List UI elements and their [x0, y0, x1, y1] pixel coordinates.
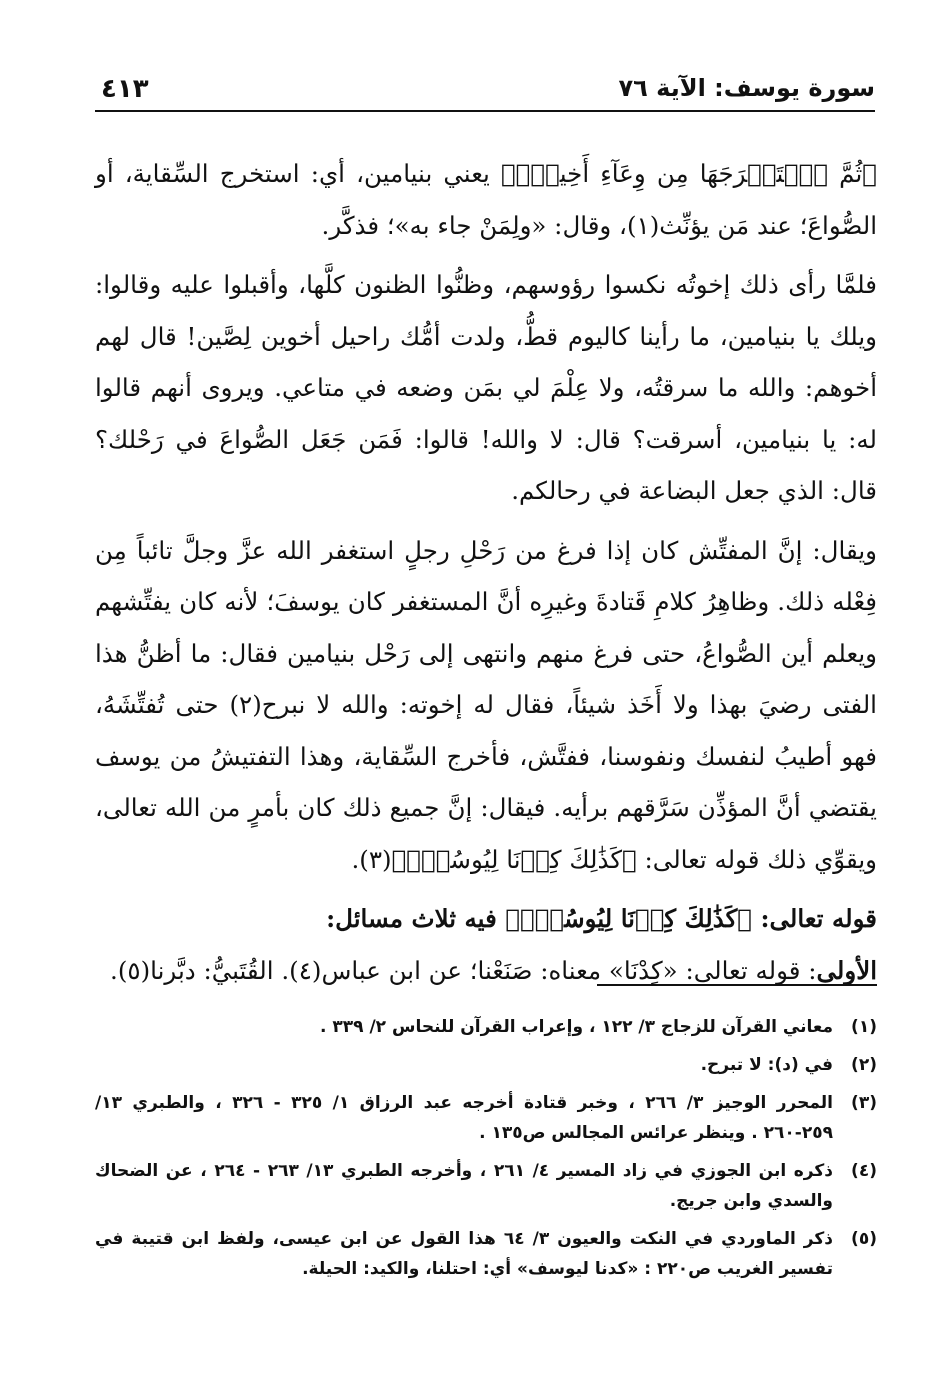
paragraph-4 — [95, 893, 877, 945]
footnote-number: (٥) — [851, 1229, 877, 1249]
p5-text: : قوله تعالى: «كِدْنَا» معناه: صَنَعْنا؛ عن ابن عباس(٤). القُتَبيُّ: دبَّرنا(٥). — [110, 955, 817, 985]
paragraph-2: فلمَّا رأى ذلك إخوتُه نكسوا رؤوسهم، وظنُّوا الظنون كلَّها، وأقبلوا عليه وقالوا: ويلك يا بنيامين، ما رأينا كاليوم قطُّ، ولدت أمُّك راحيل أخوين لِصَّين! قال لهم أخوهم: والله ما سرقتُه، ولا عِلْمَ لي بمَن وضعه في متاعي. ويروى أنهم قالوا له: يا بنيامين، أسرقت؟ قال: لا والله! قالوا: فَمَن جَعَل الصُّواعَ في رَحْلك؟ قال: الذي جعل البضاعة في رحالكم. — [95, 270, 877, 505]
footnote-text: معاني القرآن للزجاج ٣/ ١٢٢ ، وإعراب القرآن للنحاس ٢/ ٣٣٩ . — [320, 1017, 833, 1037]
page-header — [95, 70, 875, 112]
p4-intro: قوله تعالى: — [751, 904, 877, 933]
footnotes — [95, 1012, 877, 1292]
footnote — [95, 1088, 877, 1148]
footnote-number: (٤) — [851, 1161, 877, 1181]
paragraph-5 — [95, 945, 877, 997]
footnote — [95, 1012, 877, 1042]
footnote-number: (٢) — [851, 1055, 877, 1075]
surah-title: سورة يوسف: الآية ٧٦ — [618, 74, 875, 102]
p4-tail: فيه ثلاث مسائل: — [326, 904, 506, 933]
footnote-number: (١) — [851, 1017, 877, 1037]
footnote-text: المحرر الوجيز ٣/ ٢٦٦ ، وخبر قتادة أخرجه عبد الرزاق ١/ ٣٢٥ - ٣٢٦ ، والطبري ١٣/ ٢٥٩-٢٦٠ . وينظر عرائس المجالس ص١٣٥ . — [95, 1093, 833, 1143]
footnote — [95, 1050, 877, 1080]
main-text — [95, 148, 877, 996]
quran-verse: ﴿كَذَٰلِكَ كِدۡنَا لِيُوسُفَۖ﴾ — [505, 904, 752, 933]
footnote-divider — [597, 984, 877, 986]
footnote-text: ذكره ابن الجوزي في زاد المسير ٤/ ٢٦١ ، وأخرجه الطبري ١٣/ ٢٦٣ - ٢٦٤ ، عن الضحاك والسدي وابن جريج. — [95, 1161, 833, 1211]
paragraph-1: ﴿ثُمَّ ٱسۡتَخۡرَجَهَا مِن وِعَآءِ أَخِيهِۚ﴾ يعني بنيامين، أي: استخرج السِّقاية، أو الصُّواعَ؛ عند مَن يؤنِّث(١)، وقال: «ولِمَنْ جاء به»؛ فذكَّر. — [95, 159, 877, 240]
paragraph-3: ويقال: إنَّ المفتِّش كان إذا فرغ من رَحْلِ رجلٍ استغفر الله عزَّ وجلَّ تائباً مِن فِعْله ذلك. وظاهِرُ كلامِ قَتادةَ وغيرِه أنَّ المستغفر كان يوسفَ؛ لأنه كان يفتِّشهم ويعلم أين الصُّواعُ، حتى فرغ منهم وانتهى إلى رَحْل بنيامين فقال: ما أظنُّ هذا الفتى رضيَ بهذا ولا أَخَذ شيئاً، فقال له إخوته: والله لا نبرح(٢) حتى تُفتِّشَهُ، فهو أطيبُ لنفسك ونفوسنا، ففتَّش، فأخرج السِّقاية، وهذا التفتيشُ من يوسف يقتضي أنَّ المؤذِّن سَرَّقهم برأيه. فيقال: إنَّ جميع ذلك كان بأمرٍ من الله تعالى، ويقوِّي ذلك قوله تعالى: ﴿كَذَٰلِكَ كِدۡنَا لِيُوسُفَۖ﴾(٣). — [95, 535, 877, 874]
footnote-number: (٣) — [851, 1093, 877, 1113]
footnote — [95, 1156, 877, 1216]
footnote — [95, 1224, 877, 1284]
section-label-first: الأولى — [816, 955, 877, 985]
footnote-text: في (د): لا تبرح. — [700, 1055, 833, 1075]
page-number: ٤١٣ — [101, 74, 149, 104]
footnote-text: ذكر الماوردي في النكت والعيون ٣/ ٦٤ هذا القول عن ابن عيسى، ولفظ ابن قتيبة في تفسير الغريب ص٢٢٠ : «كدنا ليوسف» أي: احتلنا، والكيد: الحيلة. — [95, 1229, 833, 1279]
